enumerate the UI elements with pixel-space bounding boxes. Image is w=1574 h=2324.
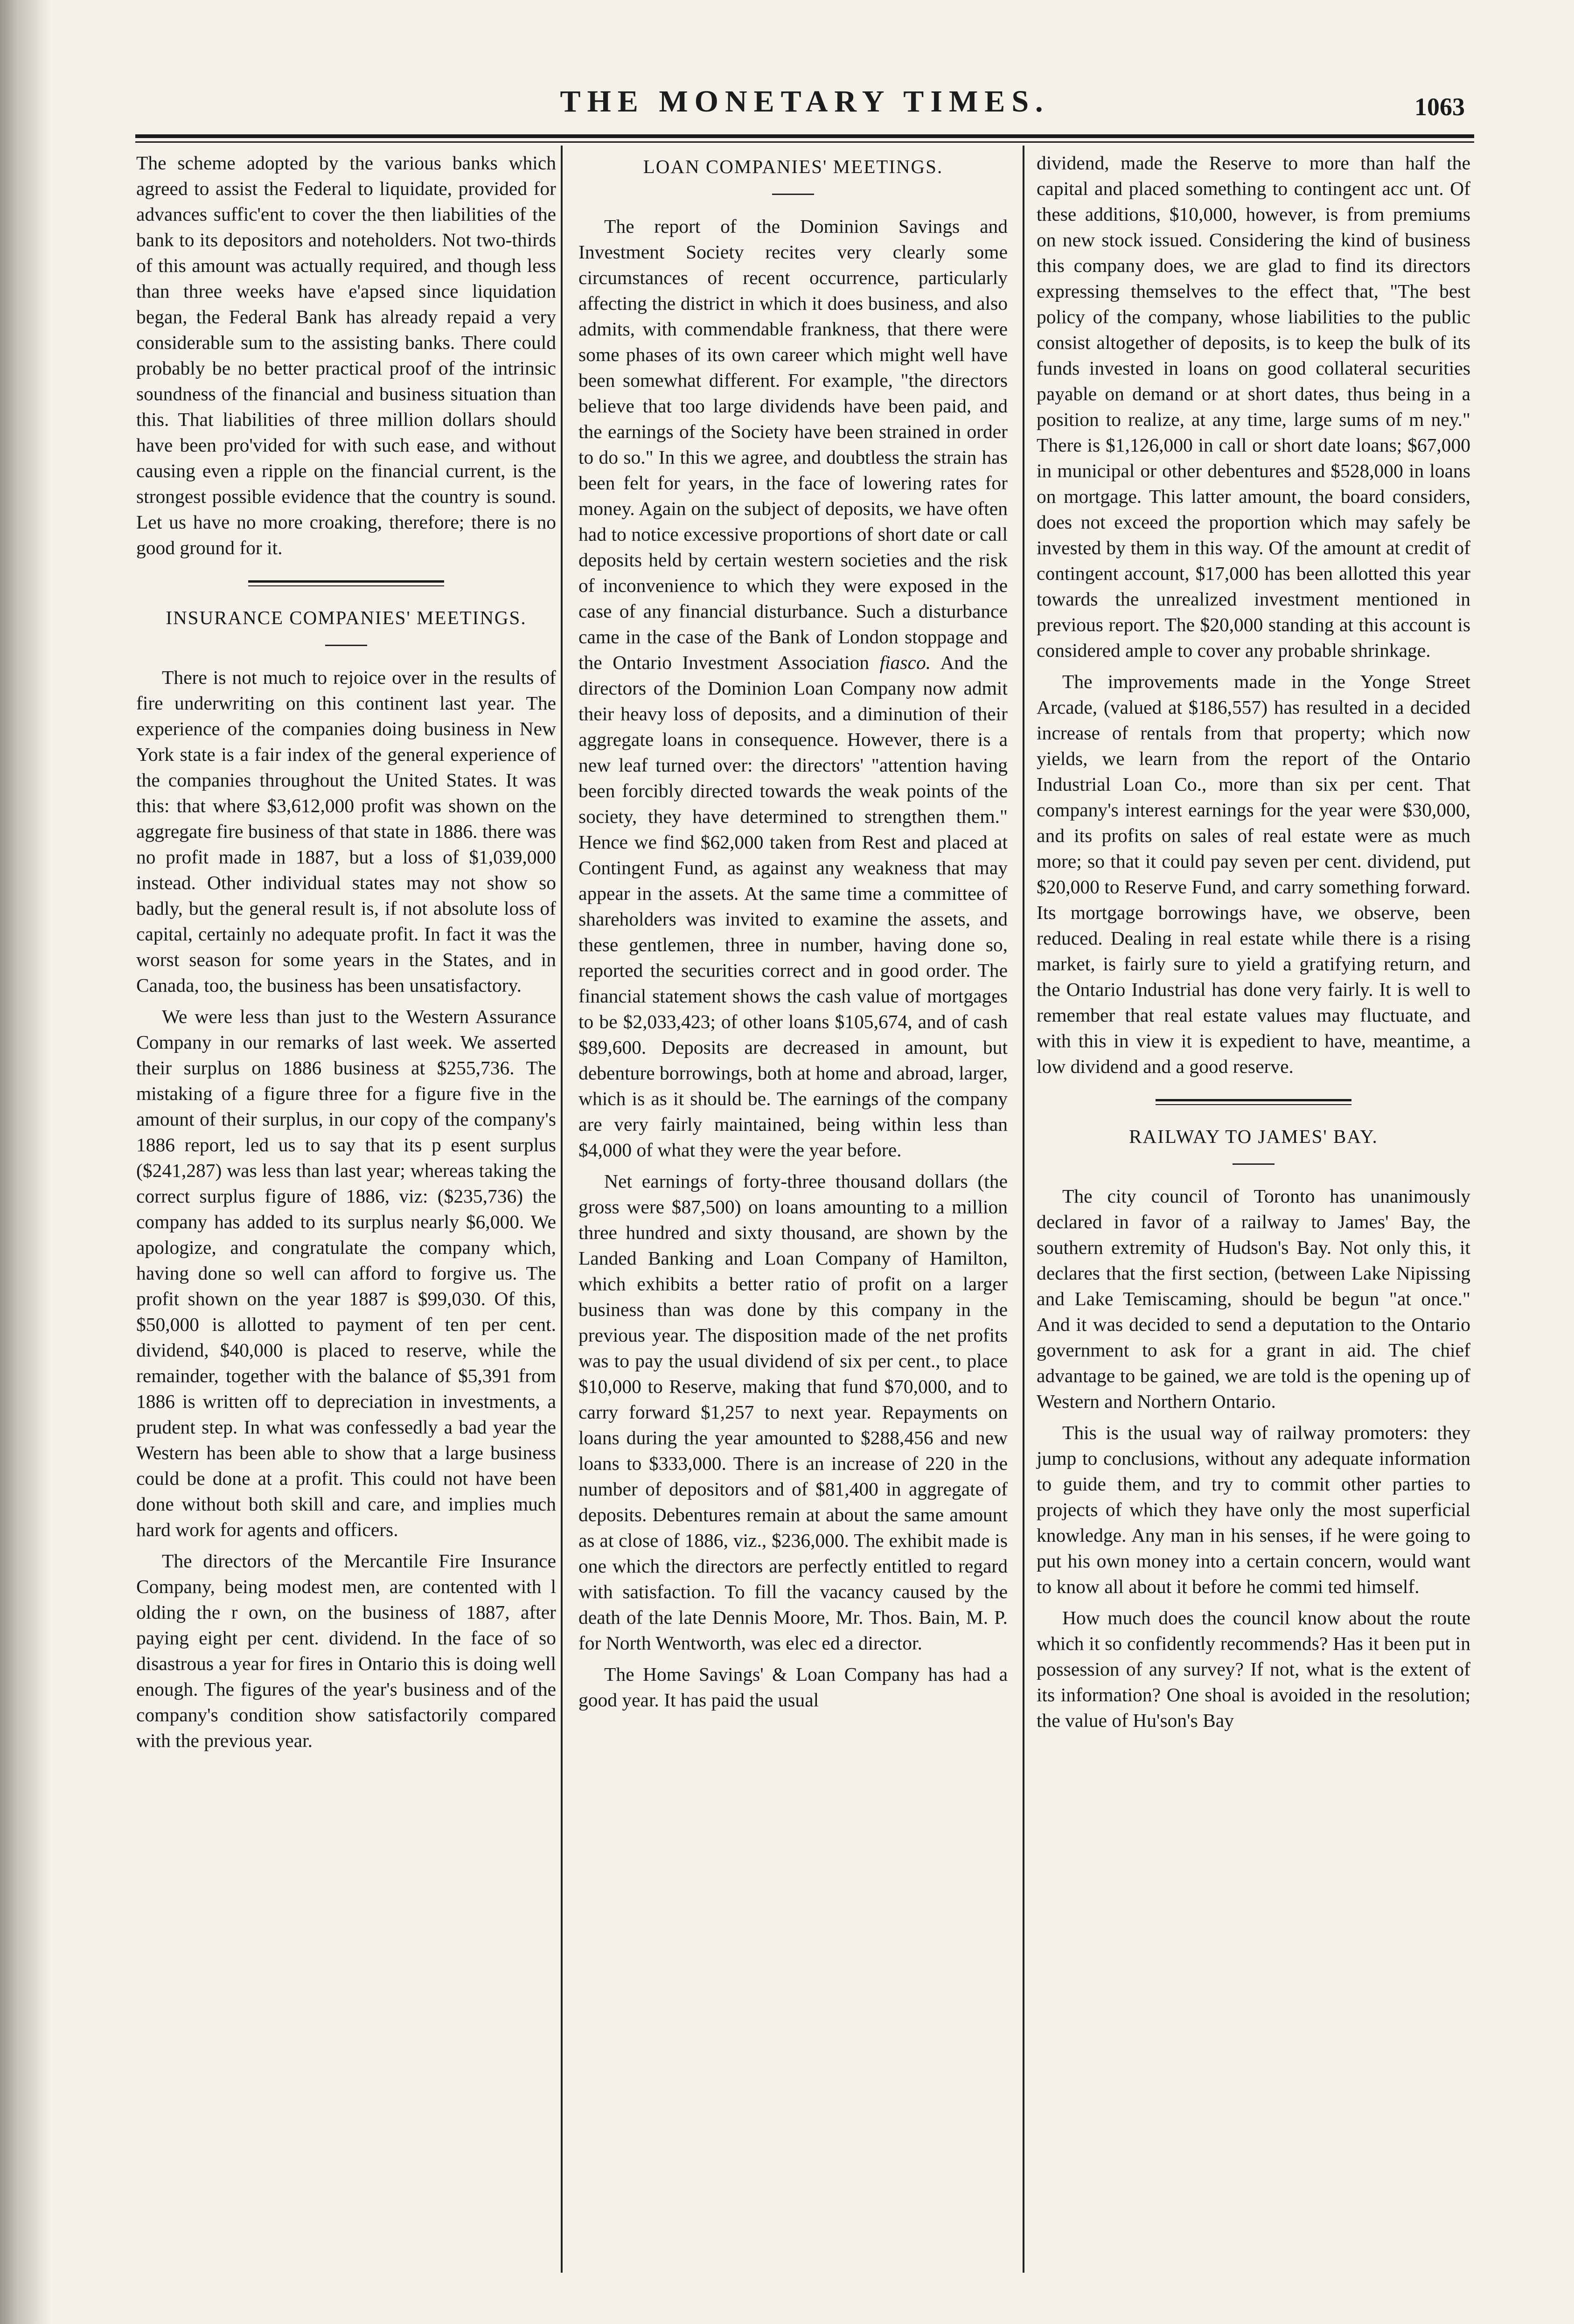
italic-word: fiasco. xyxy=(879,652,931,673)
article-paragraph: This is the usual way of railway promoters: they jump to conclusions, without any adequate information to guide them, and try to commit other parties to projects of which they have only the most superficial knowledge. Any man in his senses, if he were going to put his own money into a certain concern, would want to know all about it before he commi ted himself. xyxy=(1037,1422,1470,1597)
article-paragraph: The city council of Toronto has unanimously declared in favor of a railway to James' Bay, the southern extremity of Hudson's Bay. Not only this, it declares that the first section, (between Lake Nipissing and Lake Temiscaming, should be begun "at once." And it was decided to send a deputation to the Ontario government to ask for a grant in aid. The chief advantage to be gained, we are told is the opening up of Western and Northern Ontario. xyxy=(1037,1185,1470,1412)
article-paragraph: There is not much to rejoice over in the results of fire underwriting on this continent last year. The experience of the companies doing business in New York state is a fair index of the general experience of the companies throughout the United States. It was this: that where $3,612,000 profit was shown on the aggregate fire business of that state in 1886. there was no profit made in 1887, but a loss of $1,039,000 instead. Other individual states may not show so badly, but the general result is, if not absolute loss of capital, certainly no adequate profit. In fact it was the worst season for some years in the States, and in Canada, too, the business has been unsatisfactory. xyxy=(136,667,556,996)
page-header xyxy=(135,79,1474,126)
heading-dash xyxy=(772,194,814,195)
column-middle xyxy=(578,150,1008,1719)
article-paragraph: dividend, made the Reserve to more than half the capital and placed something to contingent acc unt. Of these additions, $10,000, however, is from premiums on new stock issued. Considering the kind of business this company does, we are glad to find its directors expressing themselves to the effect that, "The best policy of the company, whose liabilities to the public consist altogether of deposits, is to keep the bulk of its funds invested in loans on good collateral securities payable on demand or at short dates, thus being in a position to realize, at any time, large sums of m ney." There is $1,126,000 in call or short date loans; $67,000 in municipal or other debentures and $528,000 in loans on mortgage. This latter amount, the board considers, does not exceed the proportion which may safely be invested by them in this way. Of the amount at credit of contingent account, $17,000 has been allotted this year towards the unrealized investment mentioned in previous report. The $20,000 standing at this account is considered ample to cover any probable shrinkage. xyxy=(1037,152,1470,661)
section-heading-loan: LOAN COMPANIES' MEETINGS. xyxy=(643,156,943,177)
column-right xyxy=(1037,150,1470,1739)
page-number: 1063 xyxy=(1414,93,1465,121)
heading-dash xyxy=(325,645,367,646)
article-paragraph: The directors of the Mercantile Fire Insurance Company, being modest men, are contented with l olding the r own, on the business of 1887, after paying eight per cent. dividend. In the face of so disastrous a year for fires in Ontario this is doing well enough. The figures of the year's business and of the company's condition show satisfactorily compared with the previous year. xyxy=(136,1550,556,1751)
article-paragraph xyxy=(578,214,1008,1163)
paragraph-text: And the directors of the Dominion Loan Company now admit their heavy loss of deposits, and a diminution of their aggregate loans in consequence. However, there is a new leaf turned over: the directors' "attention having been forcibly directed towards the weak points of the society, they have determined to strengthen them." Hence we find $62,000 taken from Rest and placed at Contingent Fund, as against any weakness that may appear in the assets. At the same time a committee of shareholders was invited to examine the assets, and these gentlemen, three in number, having done so, reported the securities correct and in good order. The financial statement shows the cash value of mortgages to be $2,033,423; of other loans $105,674, and of cash $89,600. Deposits are decreased in amount, but debenture borrowings, both at home and abroad, larger, which is as it should be. The earnings of the company are very fairly maintained, being within less than $4,000 of what they were the year before. xyxy=(578,652,1008,1161)
section-heading-insurance: INSURANCE COMPANIES' MEETINGS. xyxy=(166,607,527,628)
column-divider-left xyxy=(561,146,563,2273)
article-paragraph: How much does the council know about the route which it so confidently recommends? Has it been put in possession of any survey? If not, what is the extent of its information? One shoal is avoided in the resolution; the value of Hu'son's Bay xyxy=(1037,1607,1470,1731)
section-separator xyxy=(248,580,444,586)
section-separator xyxy=(1156,1099,1351,1105)
article-paragraph: The improvements made in the Yonge Street Arcade, (valued at $186,557) has resulted in a decided increase of rentals from that property; which now yields, we learn from the report of the Ontario Industrial Loan Co., more than six per cent. That company's interest earnings for the year were $30,000, and its profits on sales of real estate were as much more; so that it could pay seven per cent. dividend, put $20,000 to Reserve Fund, and carry something forward. Its mortgage borrowings have, we observe, been reduced. Dealing in real estate while there is a rising market, is fairly sure to yield a gratifying return, and the Ontario Industrial has done very fairly. It is well to remember that real estate values may fluctuate, and with this in view it is expedient to have, meantime, a low dividend and a good reserve. xyxy=(1037,671,1470,1077)
column-left xyxy=(136,150,556,1759)
masthead: THE MONETARY TIMES. xyxy=(560,84,1050,118)
article-paragraph: Net earnings of forty-three thousand dollars (the gross were $87,500) on loans amounting to a million three hundred and sixty thousand, are shown by the Landed Banking and Loan Company of Hamilton, which exhibits a better ratio of profit on a larger business than was done by this company in the previous year. The disposition made of the net profits was to pay the usual dividend of six per cent., to place $10,000 to Reserve, making that fund $70,000, and to carry forward $1,257 to next year. Repayments on loans during the year amounted to $288,456 and new loans to $333,000. There is an increase of 220 in the number of depositors and of $81,400 in aggregate of deposits. Debentures remain at about the same amount as at close of 1886, viz., $236,000. The exhibit made is one which the directors are perfectly entitled to regard with satisfaction. To fill the vacancy caused by the death of the late Dennis Moore, Mr. Thos. Bain, M. P. for North Wentworth, was elec ed a director. xyxy=(578,1170,1008,1654)
header-rule-thin xyxy=(135,141,1474,143)
heading-dash xyxy=(1233,1163,1275,1165)
article-paragraph: The scheme adopted by the various banks which agreed to assist the Federal to liquidate, provided for advances suffic'ent to cover the then liabilities of the bank to its depositors and noteholders. Not two-thirds of this amount was actually required, and though less than three weeks have e'apsed since liquidation began, the Federal Bank has already repaid a very considerable sum to the assisting banks. There could probably be no better practical proof of the intrinsic soundness of the financial and business situation than this. That liabilities of three million dollars should have been pro'vided for with such ease, and without causing even a ripple on the financial current, is the strongest possible evidence that the country is sound. Let us have no more croaking, therefore; there is no good ground for it. xyxy=(136,152,556,558)
binding-shadow xyxy=(0,0,51,2324)
column-divider-right xyxy=(1023,146,1024,2273)
paragraph-text: The report of the Dominion Savings and Investment Society recites very clearly some circumstances of recent occurrence, particularly affecting the district in which it does business, and also admits, with commendable frankness, that there were some phases of its own career which might well have been somewhat different. For example, "the directors believe that too large dividends have been paid, and the earnings of the Society have been strained in order to do so." In this we agree, and doubtless the strain has been felt for years, in the face of lowering rates for money. Again on the subject of deposits, we have often had to notice excessive proportions of short date or call deposits held by certain western societies and the risk of inconvenience to which they were exposed in the case of any financial disturbance. Such a disturbance came in the case of the Bank of London stoppage and the Ontario Investment Association xyxy=(578,216,1008,673)
article-paragraph: The Home Savings' & Loan Company has had a good year. It has paid the usual xyxy=(578,1663,1008,1711)
article-paragraph: We were less than just to the Western Assurance Company in our remarks of last week. We asserted their surplus on 1886 business at $255,736. The mistaking of a figure three for a figure five in the amount of their surplus, in our copy of the company's 1886 report, led us to say that its p esent surplus ($241,287) was less than last year; whereas taking the correct surplus figure of 1886, viz: ($235,736) the company has added to its surplus nearly $6,000. We apologize, and congratulate the company which, having done so well can afford to forgive us. The profit shown on the year 1887 is $99,030. Of this, $50,000 is allotted to payment of ten per cent. dividend, $40,000 is placed to reserve, while the remainder, together with the balance of $5,391 from 1886 is written off to depreciation in investments, a prudent step. In what was confessedly a bad year the Western has been able to show that a large business could be done at a profit. This could not have been done without both skill and care, and implies much hard work for agents and officers. xyxy=(136,1006,556,1540)
section-heading-railway: RAILWAY TO JAMES' BAY. xyxy=(1129,1126,1378,1147)
header-rule-thick xyxy=(135,134,1474,138)
